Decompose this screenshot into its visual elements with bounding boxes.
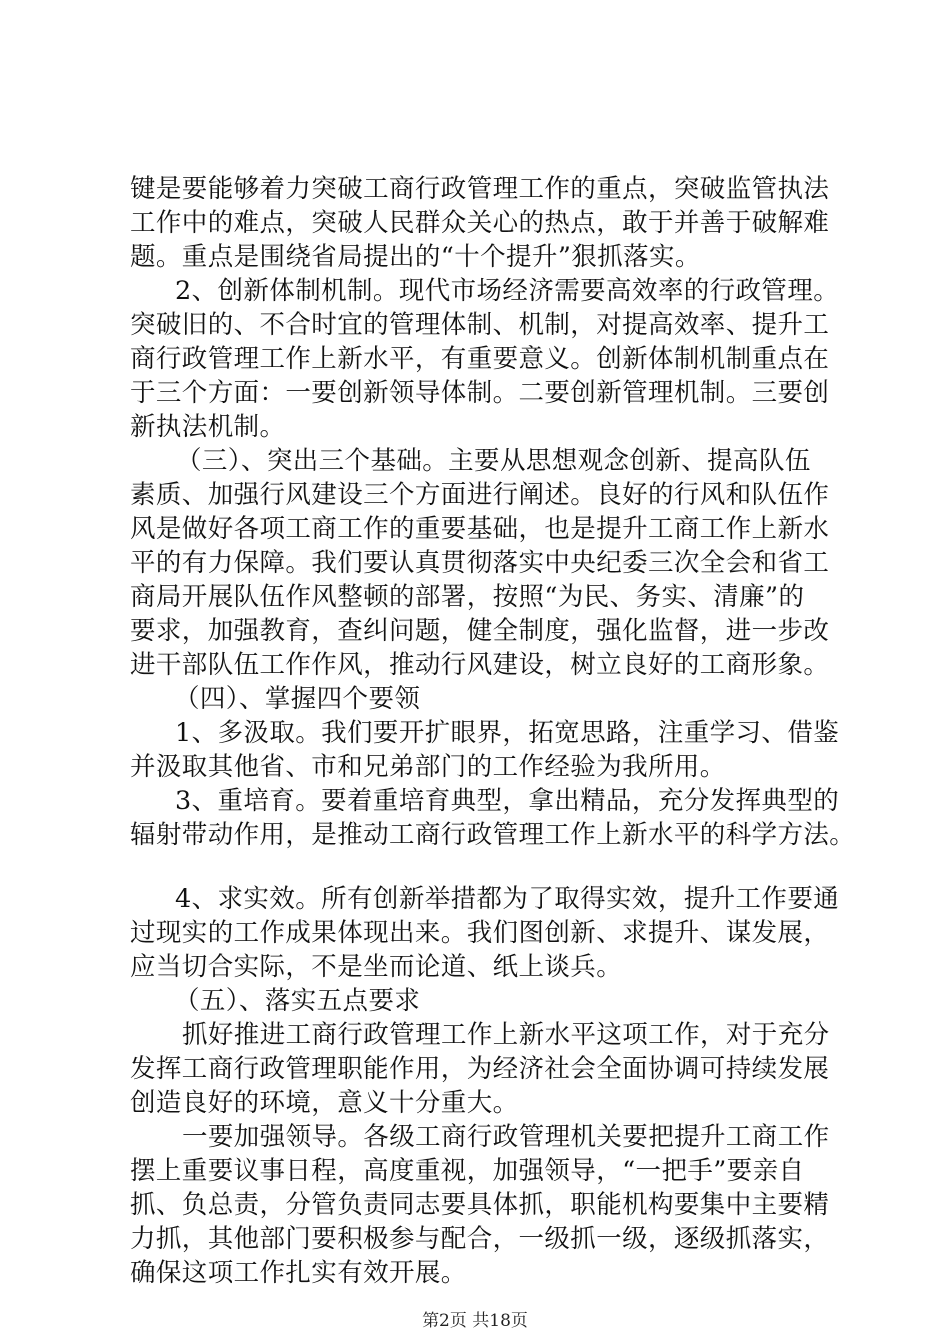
- section-heading-4: （四）、掌握四个要领: [174, 684, 421, 714]
- paragraph-first-line: 4、求实效。所有创新举措都为了取得实效，提升工作要通: [175, 884, 840, 914]
- paragraph-first-line: 抓好推进工商行政管理工作上新水平这项工作，对于充分: [182, 1020, 830, 1050]
- text-line: 辐射带动作用，是推动工商行政管理工作上新水平的科学方法。: [130, 820, 856, 850]
- text-line: 摆上重要议事日程，高度重视，加强领导，“一把手”要亲自: [130, 1156, 805, 1186]
- text-line: 素质、加强行风建设三个方面进行阐述。良好的行风和队伍作: [130, 480, 830, 510]
- section-heading-5: （五）、落实五点要求: [174, 986, 421, 1016]
- text-line: 力抓，其他部门要积极参与配合，一级抓一级，逐级抓落实，: [130, 1224, 830, 1254]
- text-line: 要求，加强教育，查纠问题，健全制度，强化监督，进一步改: [130, 616, 830, 646]
- page-footer: 第2页 共18页: [422, 1311, 528, 1331]
- text-line: 发挥工商行政管理职能作用，为经济社会全面协调可持续发展: [130, 1054, 830, 1084]
- text-line: 工作中的难点，突破人民群众关心的热点，敢于并善于破解难: [130, 208, 830, 238]
- text-line: 确保这项工作扎实有效开展。: [130, 1258, 467, 1288]
- text-line: 创造良好的环境，意义十分重大。: [130, 1088, 519, 1118]
- text-line: 平的有力保障。我们要认真贯彻落实中央纪委三次全会和省工: [130, 548, 830, 578]
- text-line: 于三个方面：一要创新领导体制。二要创新管理机制。三要创: [130, 378, 830, 408]
- text-line: 商行政管理工作上新水平，有重要意义。创新体制机制重点在: [130, 344, 830, 374]
- paragraph-first-line: 2、创新体制机制。现代市场经济需要高效率的行政管理。: [175, 276, 840, 306]
- text-line: 新执法机制。: [130, 412, 286, 442]
- section-heading-3: （三）、突出三个基础。主要从思想观念创新、提高队伍: [176, 446, 811, 476]
- paragraph-first-line: 3、重培育。要着重培育典型，拿出精品，充分发挥典型的: [175, 786, 840, 816]
- text-line: 抓、负总责，分管负责同志要具体抓，职能机构要集中主要精: [130, 1190, 830, 1220]
- text-line: 过现实的工作成果体现出来。我们图创新、求提升、谋发展，: [130, 918, 830, 948]
- paragraph-first-line: 一要加强领导。各级工商行政管理机关要把提升工商工作: [182, 1122, 830, 1152]
- text-line: 并汲取其他省、市和兄弟部门的工作经验为我所用。: [130, 752, 726, 782]
- text-line: 突破旧的、不合时宜的管理体制、机制，对提高效率、提升工: [130, 310, 830, 340]
- paragraph-first-line: 1、多汲取。我们要开扩眼界，拓宽思路，注重学习、借鉴: [175, 718, 840, 748]
- text-line: 进干部队伍工作作风，推动行风建设，树立良好的工商形象。: [130, 650, 830, 680]
- text-line: 题。重点是围绕省局提出的“十个提升”狠抓落实。: [130, 242, 701, 272]
- text-line: 应当切合实际，不是坐而论道、纸上谈兵。: [130, 952, 623, 982]
- text-line: 风是做好各项工商工作的重要基础，也是提升工商工作上新水: [130, 514, 830, 544]
- text-line: 键是要能够着力突破工商行政管理工作的重点，突破监管执法: [130, 174, 830, 204]
- text-line: 商局开展队伍作风整顿的部署，按照“为民、务实、清廉”的: [130, 582, 805, 612]
